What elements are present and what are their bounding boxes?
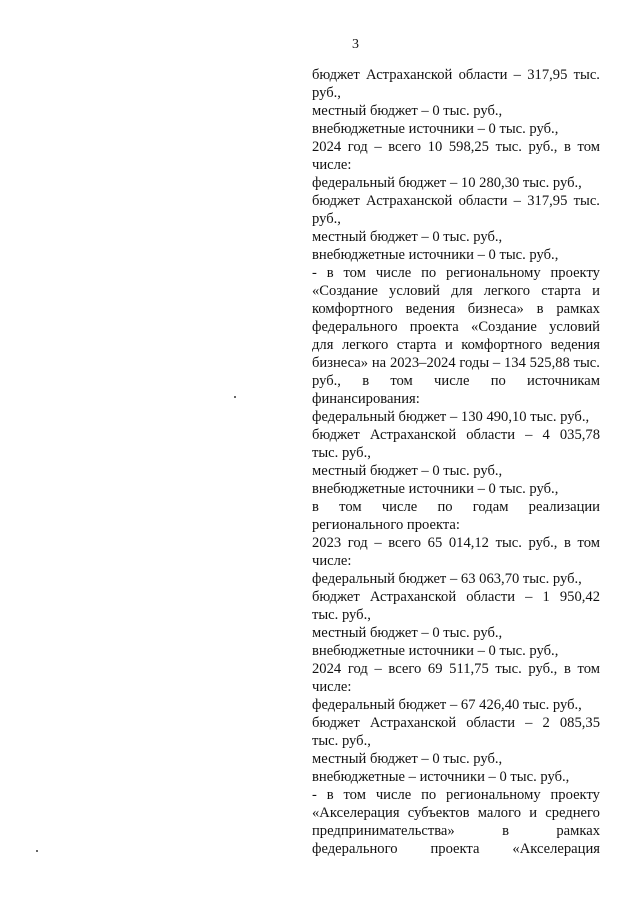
word: год xyxy=(347,139,368,155)
text-line xyxy=(312,336,600,354)
word: бюджет xyxy=(312,67,360,83)
word: бюджет xyxy=(312,589,360,605)
scan-speck xyxy=(234,396,236,398)
word: – xyxy=(513,67,521,83)
word: субъектов xyxy=(407,805,470,821)
word: том xyxy=(343,265,366,281)
text-line xyxy=(312,264,600,282)
text-line: числе: xyxy=(312,679,352,695)
text-line xyxy=(312,192,600,210)
word: области xyxy=(466,715,516,731)
scan-speck xyxy=(36,850,38,852)
word: бизнеса» xyxy=(312,355,369,371)
word: рамках xyxy=(556,301,600,317)
word: тыс. xyxy=(573,193,600,209)
word: 014,12 xyxy=(448,535,489,551)
word: – xyxy=(492,355,501,371)
word: 317,95 xyxy=(527,193,568,209)
word: всего xyxy=(388,535,422,551)
word: и xyxy=(529,805,538,821)
word: числе xyxy=(381,499,418,515)
word: для xyxy=(312,337,334,353)
word: тыс. xyxy=(573,67,600,83)
word: ведения xyxy=(550,337,600,353)
word: по xyxy=(437,499,453,515)
word: 1 xyxy=(542,589,550,605)
word: среднего xyxy=(545,805,600,821)
word: 2 xyxy=(542,715,550,731)
document-body xyxy=(312,66,600,858)
word: том xyxy=(577,661,600,677)
word: годам xyxy=(472,499,509,515)
word: руб., xyxy=(312,373,341,389)
word: региональному xyxy=(446,265,541,281)
word: комфортного xyxy=(461,337,543,353)
word: 598,25 xyxy=(448,139,489,155)
word: 2023–2024 xyxy=(389,355,456,371)
text-line: числе: xyxy=(312,553,352,569)
word: Астраханской xyxy=(369,715,457,731)
text-line: федеральный бюджет – 63 063,70 тыс. руб., xyxy=(312,571,582,587)
word: проекта xyxy=(430,841,480,857)
word: старта xyxy=(541,283,581,299)
word: 4 xyxy=(542,427,550,443)
word: в xyxy=(502,823,509,839)
text-line xyxy=(312,804,600,822)
text-line: руб., xyxy=(312,211,341,227)
word: для xyxy=(451,283,473,299)
word: - xyxy=(312,787,317,803)
word: всего xyxy=(388,139,422,155)
text-line: местный бюджет – 0 тыс. руб., xyxy=(312,229,503,245)
page-number: 3 xyxy=(352,37,359,52)
text-line: руб., xyxy=(312,85,341,101)
word: бюджет xyxy=(312,715,360,731)
text-line: федеральный бюджет – 130 490,10 тыс. руб., xyxy=(312,409,590,425)
text-line xyxy=(312,840,600,858)
text-line: тыс. руб., xyxy=(312,445,371,461)
word: всего xyxy=(388,661,422,677)
text-line: внебюджетные источники – 0 тыс. руб., xyxy=(312,643,559,659)
word: области xyxy=(458,67,508,83)
word: «Акселерация xyxy=(312,805,400,821)
word: комфортного xyxy=(312,301,393,317)
word: легкого xyxy=(483,283,531,299)
word: рамках xyxy=(556,823,600,839)
text-line xyxy=(312,66,600,84)
word: старта xyxy=(396,337,437,353)
word: проекту xyxy=(550,787,600,803)
text-line: числе: xyxy=(312,157,352,173)
word: 035,78 xyxy=(559,427,600,443)
word: числе xyxy=(375,787,412,803)
word: том xyxy=(577,535,600,551)
word: Астраханской xyxy=(369,589,457,605)
word: условий xyxy=(389,283,440,299)
word: источникам xyxy=(527,373,600,389)
word: проекта xyxy=(409,319,459,335)
word: 134 xyxy=(504,355,526,371)
word: бюджет xyxy=(312,193,360,209)
word: в xyxy=(312,499,319,515)
word: 317,95 xyxy=(527,67,568,83)
word: том xyxy=(390,373,413,389)
word: том xyxy=(339,499,362,515)
word: тыс. xyxy=(573,355,600,371)
word: – xyxy=(525,427,533,443)
word: тыс. xyxy=(495,139,522,155)
word: в xyxy=(563,661,571,677)
word: 2024 xyxy=(312,139,342,155)
word: - xyxy=(312,265,317,281)
text-line xyxy=(312,372,600,390)
word: «Акселерация xyxy=(512,841,600,857)
word: по xyxy=(421,787,437,803)
word: 2023 xyxy=(312,535,342,551)
word: области xyxy=(466,427,516,443)
word: том xyxy=(343,787,366,803)
text-line xyxy=(312,786,600,804)
word: области xyxy=(466,589,516,605)
text-line: внебюджетные источники – 0 тыс. руб., xyxy=(312,481,559,497)
word: предпринимательства» xyxy=(312,823,455,839)
word: «Создание xyxy=(471,319,537,335)
text-line: внебюджетные источники – 0 тыс. руб., xyxy=(312,121,559,137)
word: Астраханской xyxy=(366,67,453,83)
word: – xyxy=(374,661,382,677)
word: год xyxy=(347,535,368,551)
text-line: федеральный бюджет – 67 426,40 тыс. руб., xyxy=(312,697,582,713)
word: и xyxy=(444,337,453,353)
text-line xyxy=(312,534,600,552)
word: – xyxy=(374,139,382,155)
word: – xyxy=(374,535,382,551)
text-line xyxy=(312,714,600,732)
word: 10 xyxy=(427,139,443,155)
text-line: федеральный бюджет – 10 280,30 тыс. руб., xyxy=(312,175,582,191)
text-line: финансирования: xyxy=(312,391,420,407)
word: условий xyxy=(549,319,600,335)
word: – xyxy=(525,715,533,731)
text-line: тыс. руб., xyxy=(312,733,371,749)
word: руб., xyxy=(528,661,558,677)
word: и xyxy=(592,283,600,299)
word: руб., xyxy=(528,535,558,551)
word: в xyxy=(536,301,544,317)
word: федерального xyxy=(312,319,398,335)
word: федерального xyxy=(312,841,398,857)
word: реализации xyxy=(528,499,600,515)
text-line xyxy=(312,138,600,156)
word: в xyxy=(362,373,370,389)
word: год xyxy=(347,661,368,677)
word: числе xyxy=(375,265,412,281)
word: по xyxy=(421,265,437,281)
word: 2024 xyxy=(312,661,342,677)
word: легкого xyxy=(341,337,389,353)
word: руб., xyxy=(528,139,558,155)
word: в xyxy=(326,265,334,281)
word: области xyxy=(458,193,508,209)
word: числе xyxy=(434,373,470,389)
word: 69 xyxy=(427,661,443,677)
word: тыс. xyxy=(495,661,522,677)
text-line xyxy=(312,318,600,336)
text-line: внебюджетные – источники – 0 тыс. руб., xyxy=(312,769,570,785)
text-line xyxy=(312,588,600,606)
word: тыс. xyxy=(495,535,522,551)
text-line xyxy=(312,282,600,300)
text-line xyxy=(312,822,600,840)
word: 525,88 xyxy=(529,355,570,371)
word: по xyxy=(490,373,506,389)
word: на xyxy=(371,355,387,371)
text-line: местный бюджет – 0 тыс. руб., xyxy=(312,103,503,119)
word: в xyxy=(326,787,334,803)
word: Астраханской xyxy=(366,193,453,209)
word: «Создание xyxy=(312,283,378,299)
text-line xyxy=(312,426,600,444)
word: в xyxy=(564,139,571,155)
text-line xyxy=(312,498,600,516)
word: проекту xyxy=(550,265,600,281)
word: том xyxy=(577,139,600,155)
word: 950,42 xyxy=(559,589,600,605)
text-line: местный бюджет – 0 тыс. руб., xyxy=(312,463,503,479)
word: 085,35 xyxy=(559,715,600,731)
word: – xyxy=(513,193,521,209)
word: – xyxy=(525,589,533,605)
word: ведения xyxy=(405,301,455,317)
text-line: местный бюджет – 0 тыс. руб., xyxy=(312,751,503,767)
text-line xyxy=(312,300,600,318)
word: региональному xyxy=(446,787,541,803)
word: 511,75 xyxy=(449,661,489,677)
word: в xyxy=(564,535,571,551)
word: малого xyxy=(477,805,521,821)
word: бизнеса» xyxy=(467,301,524,317)
word: бюджет xyxy=(312,427,360,443)
word: Астраханской xyxy=(369,427,457,443)
text-line xyxy=(312,660,600,678)
text-line: внебюджетные источники – 0 тыс. руб., xyxy=(312,247,559,263)
text-line: местный бюджет – 0 тыс. руб., xyxy=(312,625,503,641)
text-line: регионального проекта: xyxy=(312,517,460,533)
word: годы xyxy=(459,355,490,371)
text-line xyxy=(312,354,600,372)
text-line: тыс. руб., xyxy=(312,607,371,623)
word: 65 xyxy=(427,535,443,551)
